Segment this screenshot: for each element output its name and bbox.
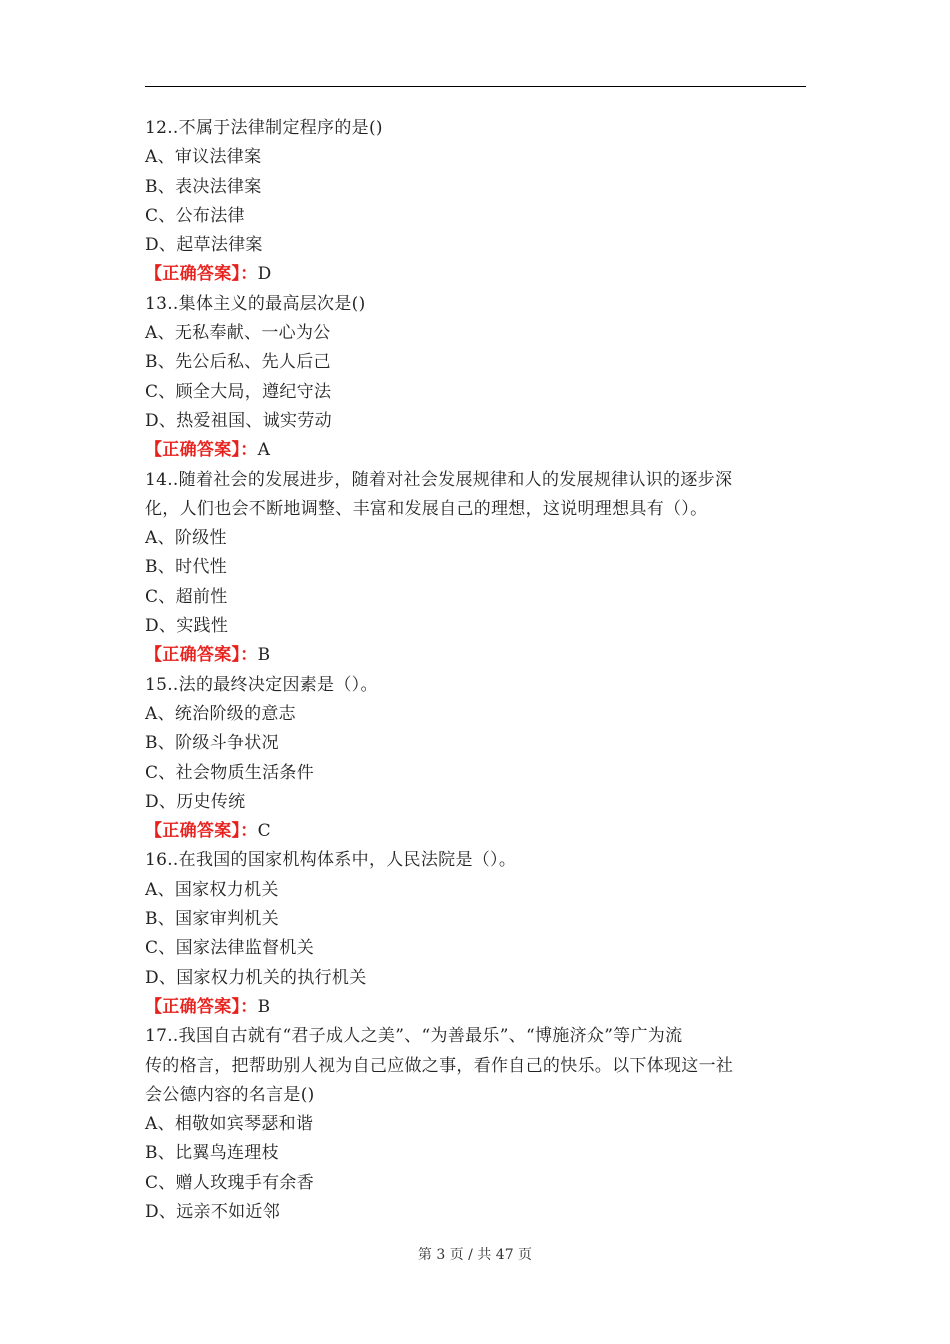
- question-stem-line-1: 14..随着社会的发展进步，随着对社会发展规律和人的发展规律认识的逐步深: [145, 469, 733, 490]
- question-stem-line-3: 会公德内容的名言是(): [145, 1084, 315, 1105]
- question-stem-line-1: 17..我国自古就有“君子成人之美”、“为善最乐”、“博施济众”等广为流: [145, 1026, 683, 1047]
- answer-label: 【正确答案】：: [145, 645, 258, 666]
- question-block: [145, 114, 806, 290]
- option-c: C、超前性: [145, 586, 228, 607]
- option-c: C、公布法律: [145, 205, 245, 226]
- question-block: [145, 846, 806, 1022]
- option-d: D、起草法律案: [145, 235, 263, 256]
- question-stem: 12..不属于法律制定程序的是(): [145, 118, 383, 138]
- answer-label: 【正确答案】：: [145, 821, 258, 842]
- answer-label: 【正确答案】：: [145, 440, 258, 461]
- option-b: B、国家审判机关: [145, 909, 279, 930]
- option-a: A、国家权力机关: [145, 879, 279, 900]
- option-a: A、相敬如宾琴瑟和谐: [145, 1114, 314, 1135]
- question-block: [145, 290, 806, 466]
- answer-value: B: [257, 996, 271, 1017]
- header-rule: [145, 86, 806, 87]
- option-c: C、社会物质生活条件: [145, 762, 315, 783]
- option-d: D、历史传统: [145, 791, 246, 812]
- answer-line: [145, 260, 806, 289]
- answer-value: D: [257, 264, 272, 285]
- option-d: D、热爱祖国、诚实劳动: [145, 410, 332, 431]
- answer-line: [145, 993, 806, 1022]
- question-stem-line-2: 化，人们也会不断地调整、丰富和发展自己的理想，这说明理想具有（）。: [145, 498, 708, 519]
- option-a: A、阶级性: [145, 528, 227, 549]
- option-b: B、先公后私、先人后己: [145, 352, 331, 373]
- question-list: [145, 114, 806, 1227]
- answer-line: [145, 641, 806, 670]
- answer-label: 【正确答案】：: [145, 264, 258, 285]
- option-a: A、统治阶级的意志: [145, 703, 296, 724]
- answer-line: [145, 436, 806, 465]
- question-block: [145, 1022, 806, 1227]
- answer-value: A: [257, 440, 271, 461]
- option-b: B、时代性: [145, 557, 227, 578]
- option-b: B、比翼鸟连理枝: [145, 1143, 279, 1164]
- option-c: C、顾全大局，遵纪守法: [145, 381, 332, 402]
- option-a: A、审议法律案: [145, 147, 262, 168]
- option-c: C、国家法律监督机关: [145, 938, 315, 959]
- answer-value: B: [257, 645, 271, 666]
- option-c: C、赠人玫瑰手有余香: [145, 1172, 315, 1193]
- page-number: 第 3 页 / 共 47 页: [417, 1247, 533, 1263]
- question-stem-line-2: 传的格言，把帮助别人视为自己应做之事，看作自己的快乐。以下体现这一社: [145, 1055, 734, 1076]
- question-block: [145, 671, 806, 847]
- answer-value: C: [257, 821, 271, 842]
- answer-line: [145, 817, 806, 846]
- question-block: [145, 466, 806, 671]
- option-d: D、国家权力机关的执行机关: [145, 967, 367, 988]
- question-stem: 13..集体主义的最高层次是(): [145, 293, 366, 314]
- option-b: B、表决法律案: [145, 176, 262, 197]
- answer-label: 【正确答案】：: [145, 996, 258, 1017]
- question-stem: 16..在我国的国家机构体系中，人民法院是（）。: [145, 850, 517, 871]
- option-a: A、无私奉献、一心为公: [145, 323, 331, 344]
- option-b: B、阶级斗争状况: [145, 733, 279, 754]
- option-d: D、实践性: [145, 616, 229, 637]
- option-d: D、远亲不如近邻: [145, 1201, 281, 1222]
- question-stem: 15..法的最终决定因素是（）。: [145, 674, 378, 695]
